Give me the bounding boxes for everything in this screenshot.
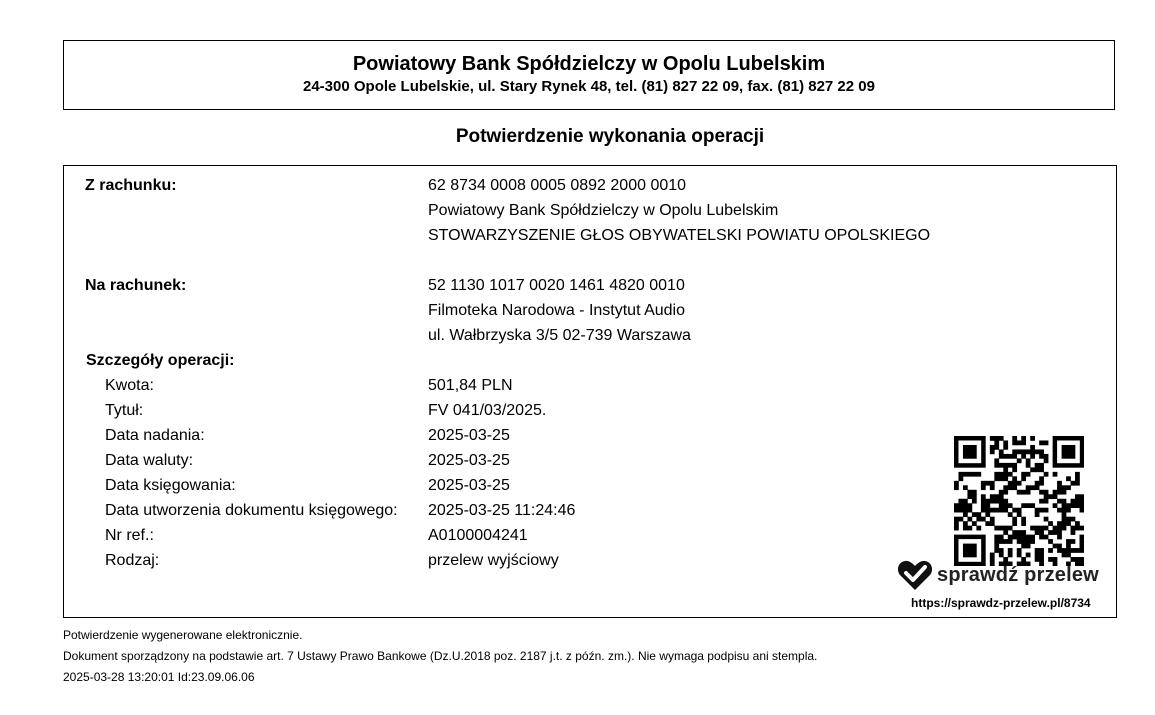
to-account-name: Filmoteka Narodowa - Instytut Audio (428, 302, 686, 319)
detail-label-type: Rodzaj: (105, 552, 160, 569)
detail-value-created: 2025-03-25 11:24:46 (428, 502, 576, 519)
detail-label-amount: Kwota: (105, 377, 154, 394)
footer-line-3: 2025-03-28 13:20:01 Id:23.09.06.06 (63, 670, 255, 684)
detail-label-reference: Nr ref.: (105, 527, 154, 544)
logo-text: sprawdź przelew (937, 563, 1099, 586)
bank-address: 24-300 Opole Lubelskie, ul. Stary Rynek 48, tel. (81) 827 22 09, fax. (81) 827 22 09 (303, 78, 875, 95)
document-title: Potwierdzenie wykonania operacji (455, 126, 765, 147)
footer-line-2: Dokument sporządzony na podstawie art. 7 Ustawy Prawo Bankowe (Dz.U.2018 poz. 2187 j.t. z późn. zm.). Nie wymaga podpisu ani stempla. (63, 649, 818, 663)
detail-value-value-date: 2025-03-25 (428, 452, 510, 469)
detail-value-send-date: 2025-03-25 (428, 427, 510, 444)
detail-label-title: Tytuł: (105, 402, 144, 419)
detail-value-title: FV 041/03/2025. (428, 402, 547, 419)
from-account-label: Z rachunku: (85, 177, 177, 194)
detail-label-booking-date: Data księgowania: (105, 477, 236, 494)
detail-value-type: przelew wyjściowy (428, 552, 559, 569)
sprawdz-przelew-logo (897, 557, 1099, 593)
details-heading: Szczegóły operacji: (86, 352, 235, 369)
from-account-holder: STOWARZYSZENIE GŁOS OBYWATELSKI POWIATU OPOLSKIEGO (428, 227, 931, 244)
heart-check-icon (897, 558, 933, 592)
from-account-bank: Powiatowy Bank Spółdzielczy w Opolu Lubelskim (428, 202, 779, 219)
from-account-number: 62 8734 0008 0005 0892 2000 0010 (428, 177, 687, 194)
to-account-address: ul. Wałbrzyska 3/5 02-739 Warszawa (428, 327, 691, 344)
bank-header (63, 40, 1115, 110)
qr-code-icon[interactable] (954, 436, 1084, 566)
footer-line-1: Potwierdzenie wygenerowane elektronicznie. (63, 628, 303, 642)
detail-label-value-date: Data waluty: (105, 452, 194, 469)
detail-label-send-date: Data nadania: (105, 427, 205, 444)
bank-name: Powiatowy Bank Spółdzielczy w Opolu Lubelskim (352, 53, 826, 75)
detail-label-created: Data utworzenia dokumentu księgowego: (105, 502, 398, 519)
detail-value-booking-date: 2025-03-25 (428, 477, 510, 494)
detail-value-amount: 501,84 PLN (428, 377, 513, 394)
to-account-number: 52 1130 1017 0020 1461 4820 0010 (428, 277, 685, 294)
detail-value-reference: A0100004241 (428, 527, 528, 544)
verify-url[interactable]: https://sprawdz-przelew.pl/8734 (911, 596, 1091, 610)
to-account-label: Na rachunek: (85, 277, 187, 294)
